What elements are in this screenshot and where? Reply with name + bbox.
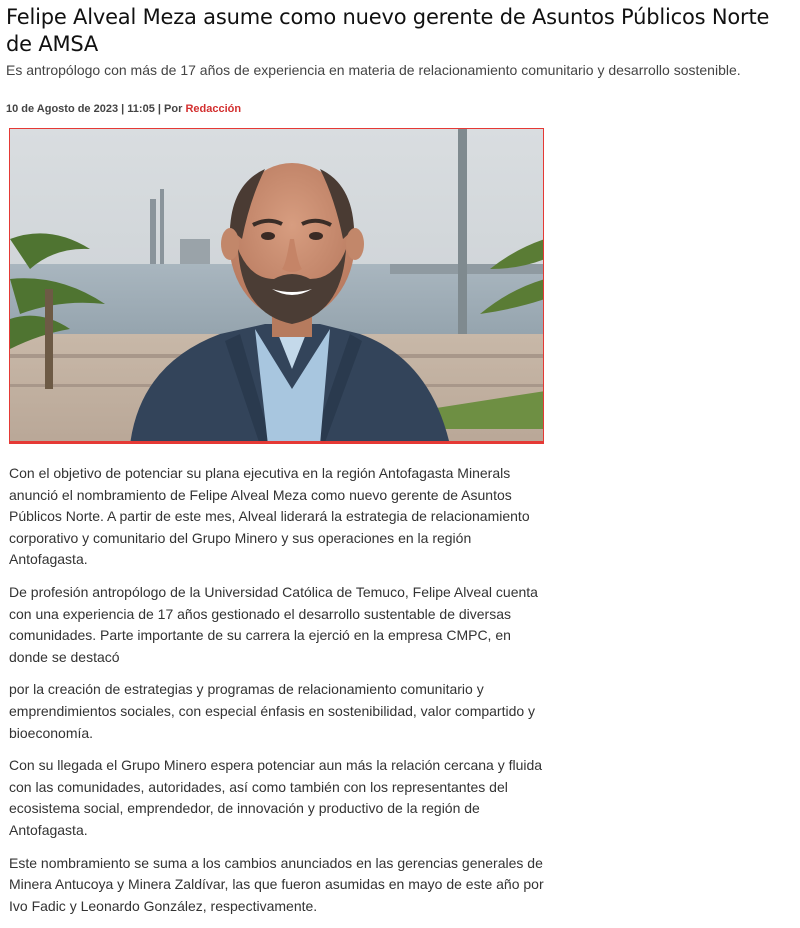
byline-time: 11:05 — [127, 103, 155, 115]
article-paragraph: Este nombramiento se suma a los cambios anunciados en las gerencias generales de Minera Antucoya y Minera Zaldívar, las que fueron asumidas en mayo de este año por Ivo Fadic y Leonardo González, respectivamente. — [9, 854, 544, 914]
article-paragraph: por la creación de estrategias y programas de relacionamiento comunitario y emprendimientos sociales, con especial énfasis en sostenibilidad, valor compartido y bioeconomía. — [9, 681, 536, 741]
article-title: Felipe Alveal Meza asume como nuevo gerente de Asuntos Públicos Norte de AMSA — [6, 5, 770, 56]
article-subtitle: Es antropólogo con más de 17 años de experiencia en materia de relacionamiento comunitario y desarrollo sostenible. — [6, 62, 741, 78]
byline-prefix: Por — [164, 103, 183, 115]
byline-date: 10 de Agosto de 2023 — [6, 103, 119, 115]
article-byline — [6, 102, 241, 116]
portrait-illustration — [10, 129, 544, 444]
article-body — [9, 463, 549, 928]
byline-author-link[interactable]: Redacción — [185, 103, 242, 115]
article-paragraph: Con el objetivo de potenciar su plana ejecutiva en la región Antofagasta Minerals anunció el nombramiento de Felipe Alveal Meza como nuevo gerente de Asuntos Públicos Norte. A partir de este mes, Alveal liderará la estrategia de relacionamiento corporativo y comunitario del Grupo Minero y sus operaciones en la región Antofagasta. — [9, 465, 530, 568]
article-paragraph: Con su llegada el Grupo Minero espera potenciar aun más la relación cercana y fluida con las comunidades, autoridades, así como también con los representantes del ecosistema social, emprendedor, de innovación y productivo de la región de Antofagasta. — [9, 757, 543, 838]
article-paragraph: De profesión antropólogo de la Universidad Católica de Temuco, Felipe Alveal cuenta con una experiencia de 17 años gestionado el desarrollo sustentable de diversas comunidades. Parte importante de su carrera la ejerció en la empresa CMPC, en donde se destacó — [9, 583, 538, 665]
article-photo — [9, 128, 544, 444]
byline-separator: | — [121, 103, 125, 115]
byline-separator: | — [157, 103, 161, 115]
